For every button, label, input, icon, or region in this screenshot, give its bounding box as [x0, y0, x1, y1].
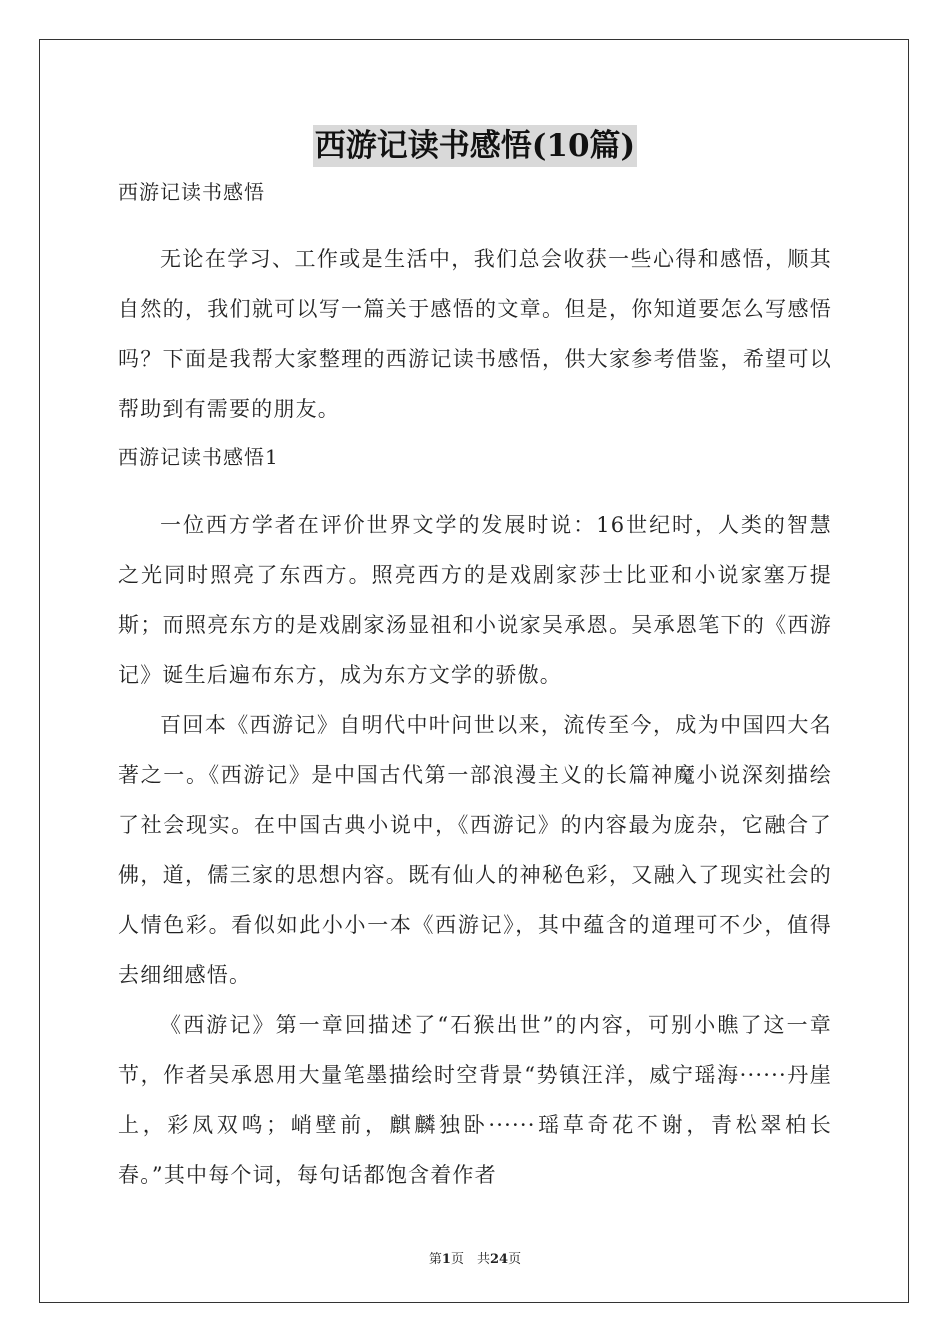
document-title: 西游记读书感悟(10篇): [313, 125, 637, 167]
page-footer: [0, 1248, 950, 1267]
paragraph-3: 《西游记》第一章回描述了“石猴出世”的内容，可别小瞧了这一章节，作者吴承恩用大量笔墨描绘时空背景“势镇汪洋，威宁瑶海······丹崖上，彩凤双鸣；峭壁前，麒麟独卧······瑶草奇花不谢，青松翠柏长春。”其中每个词，每句话都饱含着作者: [118, 1013, 832, 1187]
footer-prefix: 第: [428, 1252, 442, 1267]
footer-total-pages: 24: [489, 1252, 509, 1267]
document-subtitle: 西游记读书感悟: [118, 180, 265, 204]
footer-page-number: 1: [441, 1252, 451, 1267]
title-container: [0, 125, 950, 167]
intro-paragraph: 无论在学习、工作或是生活中，我们总会收获一些心得和感悟，顺其自然的，我们就可以写一篇关于感悟的文章。但是，你知道要怎么写感悟吗？下面是我帮大家整理的西游记读书感悟，供大家参考借鉴，希望可以帮助到有需要的朋友。: [118, 247, 832, 421]
footer-mid: 页 共: [450, 1252, 490, 1267]
document-body: [118, 180, 832, 1200]
section-heading: 西游记读书感悟1: [118, 445, 279, 469]
paragraph-2: 百回本《西游记》自明代中叶问世以来，流传至今，成为中国四大名著之一。《西游记》是中国古代第一部浪漫主义的长篇神魔小说深刻描绘了社会现实。在中国古典小说中，《西游记》的内容最为庞杂，它融合了佛，道，儒三家的思想内容。既有仙人的神秘色彩，又融入了现实社会的人情色彩。看似如此小小一本《西游记》，其中蕴含的道理可不少，值得去细细感悟。: [118, 713, 832, 987]
footer-suffix: 页: [508, 1252, 522, 1267]
paragraph-1: 一位西方学者在评价世界文学的发展时说：16世纪时，人类的智慧之光同时照亮了东西方。照亮西方的是戏剧家莎士比亚和小说家塞万提斯；而照亮东方的是戏剧家汤显祖和小说家吴承恩。吴承恩笔下的《西游记》诞生后遍布东方，成为东方文学的骄傲。: [118, 513, 832, 687]
